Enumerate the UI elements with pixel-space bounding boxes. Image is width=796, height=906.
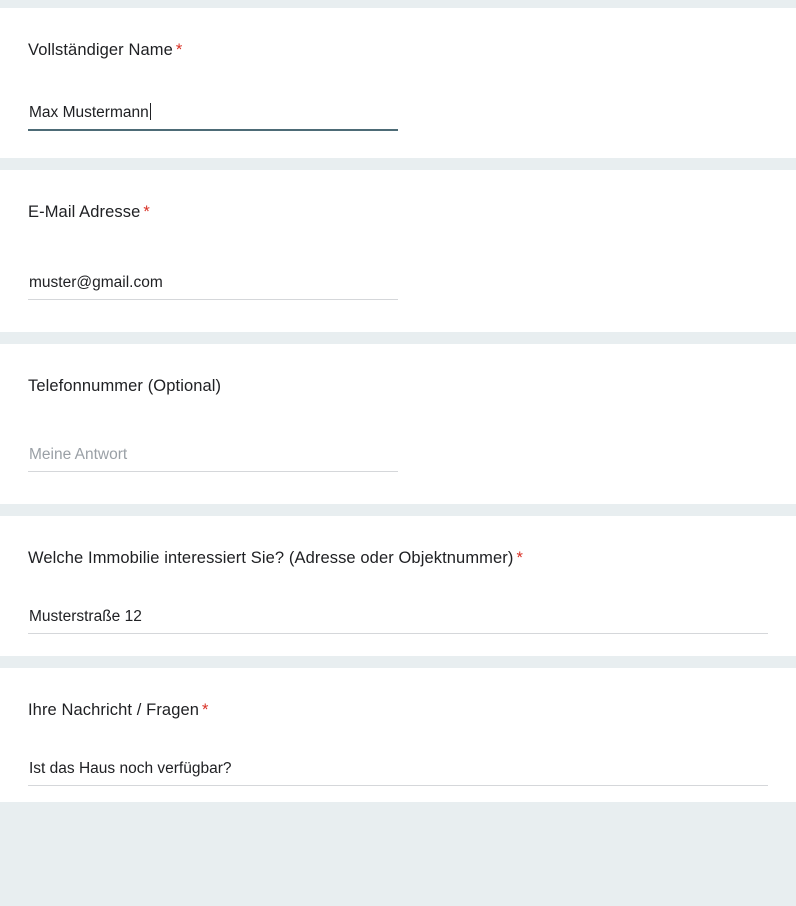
answer-row-email[interactable] [28, 272, 768, 298]
question-title-property [28, 546, 768, 570]
answer-row-full-name[interactable] [28, 102, 768, 128]
question-title-phone [28, 374, 768, 398]
question-card-email[interactable] [0, 170, 796, 332]
form-questions-list [0, 8, 796, 802]
answer-input-property[interactable]: Musterstraße 12 [29, 608, 142, 625]
required-asterisk: * [516, 549, 524, 567]
input-underline [28, 633, 768, 634]
answer-row-property[interactable] [28, 606, 768, 632]
question-label-text: E-Mail Adresse [28, 203, 141, 221]
input-underline [28, 299, 398, 300]
answer-row-message[interactable] [28, 758, 768, 784]
input-underline [28, 785, 768, 786]
text-caret [150, 103, 151, 120]
question-card-property[interactable] [0, 516, 796, 656]
input-underline-focused [28, 129, 398, 131]
question-label-text: Vollständiger Name [28, 41, 173, 59]
answer-input-full-name[interactable] [28, 102, 768, 129]
required-asterisk: * [143, 203, 150, 221]
question-card-full-name[interactable] [0, 8, 796, 158]
answer-row-phone[interactable] [28, 444, 768, 470]
required-asterisk: * [175, 41, 183, 59]
question-title-message [28, 698, 768, 722]
question-title-email [28, 200, 768, 224]
answer-input-phone[interactable]: Meine Antwort [29, 446, 128, 463]
page-top-spacer [0, 0, 796, 8]
answer-input-message[interactable]: Ist das Haus noch verfügbar? [29, 760, 232, 777]
required-asterisk: * [202, 701, 209, 719]
question-label-text: Welche Immobilie interessiert Sie? (Adresse oder Objektnummer) [28, 549, 514, 567]
answer-value-full-name: Max Mustermann [29, 104, 149, 121]
input-underline [28, 471, 398, 472]
question-label-text: Telefonnummer (Optional) [28, 377, 222, 395]
question-card-message[interactable] [0, 668, 796, 802]
question-label-text: Ihre Nachricht / Fragen [28, 701, 200, 719]
question-title-full-name [28, 38, 768, 62]
answer-input-email[interactable]: muster@gmail.com [29, 274, 163, 291]
question-card-phone[interactable] [0, 344, 796, 504]
